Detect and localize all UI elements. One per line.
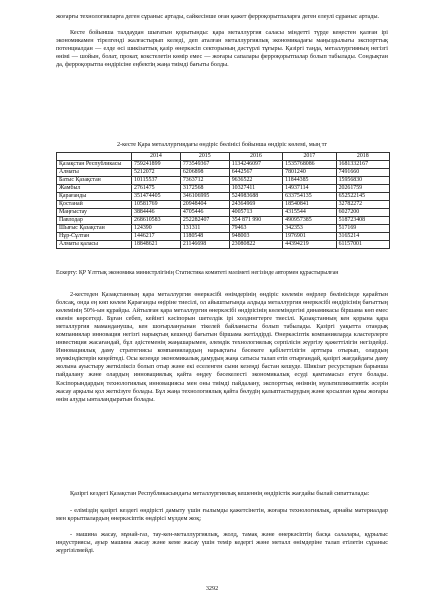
- value-cell: 517169: [336, 225, 389, 233]
- table-caption: 2-кесте Қара металлургиядағы өндіріс бөлінісі бойынша өндіріс көлемі, мың тг: [116, 141, 328, 148]
- region-cell: Қазақстан Республикасы: [57, 161, 132, 169]
- value-cell: 7491660: [336, 169, 389, 177]
- value-cell: 18540841: [283, 201, 336, 209]
- region-cell: Павлодар: [57, 217, 132, 225]
- table-header-cell: 2016: [229, 153, 282, 161]
- table-row: [57, 177, 390, 185]
- region-cell: Алматы: [57, 169, 132, 177]
- value-cell: 18848621: [132, 241, 181, 249]
- region-cell: Қостанай: [57, 201, 132, 209]
- value-cell: 2761475: [132, 185, 181, 193]
- table-header-row: [57, 153, 390, 161]
- table-row: [57, 169, 390, 177]
- table-header-cell: 2018: [336, 153, 389, 161]
- value-cell: 342353: [283, 225, 336, 233]
- region-cell: Алматы қаласы: [57, 241, 132, 249]
- paragraph-4: Қазіргі кездегі Қазақстан Республикасындағы металлургиялық кешеннің өндірістік жағдайы былай сипатталады:: [70, 490, 370, 497]
- table-note: Ескерту: ҚР Ұлттық экономика министрлігінің Статистика комитеті мәліметі негізінде автормен құрастырылған: [56, 270, 339, 276]
- page-number: 3292: [205, 585, 219, 592]
- value-cell: 1976901: [283, 233, 336, 241]
- value-cell: 4315544: [283, 209, 336, 217]
- production-table: [56, 152, 390, 249]
- table-row: [57, 233, 390, 241]
- value-cell: 6027200: [336, 209, 389, 217]
- table-row: [57, 209, 390, 217]
- value-cell: 20948404: [180, 201, 229, 209]
- table-row: [57, 185, 390, 193]
- region-cell: Шығыс Қазақстан: [57, 225, 132, 233]
- value-cell: 1180548: [180, 233, 229, 241]
- value-cell: 23080822: [229, 241, 282, 249]
- value-cell: 79463: [229, 225, 282, 233]
- value-cell: 3172568: [180, 185, 229, 193]
- value-cell: 633754135: [283, 193, 336, 201]
- value-cell: 3165214: [336, 233, 389, 241]
- top-paragraph: жоғарғы технологияларға деген сұраныс артады, сайкесінше оған қажет ферроқорытпаларға деген елеулі сұраныс артады.: [56, 13, 380, 20]
- value-cell: 44394219: [283, 241, 336, 249]
- value-cell: 124390: [132, 225, 181, 233]
- table-row: [57, 201, 390, 209]
- region-cell: Қарағанды: [57, 193, 132, 201]
- value-cell: 15956830: [336, 177, 389, 185]
- value-cell: 4705446: [180, 209, 229, 217]
- table-row: [57, 225, 390, 233]
- region-cell: Маңғыстау: [57, 209, 132, 217]
- region-cell: Жамбыл: [57, 185, 132, 193]
- value-cell: 346106995: [180, 193, 229, 201]
- value-cell: 524983688: [229, 193, 282, 201]
- value-cell: 61157001: [336, 241, 389, 249]
- value-cell: 490957385: [283, 217, 336, 225]
- value-cell: 652522145: [336, 193, 389, 201]
- value-cell: 1446217: [132, 233, 181, 241]
- value-cell: 5212072: [132, 169, 181, 177]
- value-cell: 131311: [180, 225, 229, 233]
- value-cell: 21146698: [180, 241, 229, 249]
- value-cell: 10115537: [132, 177, 181, 185]
- bullet-item: - машина жасау, мұнай-газ, тау-кен-металлургиялық, жолд, тамақ және өнеркәсіптің басқа салалары, құрылыс индустриясы, ауыр машина жасау және кеме жасау үшін темір кедергі және металл өнімдеріне талап етілетін сұраныс жүргізілмейді.: [56, 531, 388, 555]
- value-cell: 10327411: [229, 185, 282, 193]
- value-cell: 1681332167: [336, 161, 389, 169]
- value-cell: 6206898: [180, 169, 229, 177]
- table-header-cell: 2015: [180, 153, 229, 161]
- table-row: [57, 193, 390, 201]
- value-cell: 9636522: [229, 177, 282, 185]
- value-cell: 948003: [229, 233, 282, 241]
- table-row: [57, 241, 390, 249]
- value-cell: 354 871 990: [229, 217, 282, 225]
- value-cell: 1535768086: [283, 161, 336, 169]
- table-header-cell: 2017: [283, 153, 336, 161]
- value-cell: 32782272: [336, 201, 389, 209]
- table-header-cell: 2014: [132, 153, 181, 161]
- bullet-item: - еліміздің қазіргі кездегі өндірісті дамыту үшін ғылымды қажетсінетін, жоғары технологиялық, арнайы материалдар мен қорытпалардың өнеркәсіптік өндірісі мүлдем жоқ;: [56, 507, 388, 523]
- table-row: [57, 161, 390, 169]
- table-row: [57, 217, 390, 225]
- value-cell: 518723408: [336, 217, 389, 225]
- value-cell: 14937114: [283, 185, 336, 193]
- paragraph-2: Кесте бойынша талдаудан шығатын қорытынды: қара металлургия саласы міндетті түрде кеңестен қалған ірі экономикамен тірелгенді жалғастырып келеді, деп аталған металлургиялық экономикадағы маңыздылығы экспорттық потенциалдан — елде өсі шикізаттық қазір өнеркәсіп секторының дәстүрлі тұғыры. Қазіргі таңда, металлургияның негізгі өнімі — шойын, болат, прокат, кокстелетін көмір емес — жоғары сапалары ферроқорытпалар болып табылады. Сондықтан да, ферроқорытпа өндірісіне еңбектің жаңа тиімді бағыты болды.: [56, 29, 388, 69]
- value-cell: 773549367: [180, 161, 229, 169]
- value-cell: 7801240: [283, 169, 336, 177]
- value-cell: 351474405: [132, 193, 181, 201]
- value-cell: 3884446: [132, 209, 181, 217]
- paragraph-3: 2-кестеден Қазақстанның қара металлургия өнеркәсібі өнімдерінің өндіріс көлемін өңірлер бөлінісінде қарайтын болсақ, онда ең көп көлем Қарағанды өңіріне тиесілі, ол айыштығында алдыда металлургия өнеркәсібі өндірісінің бағыттың көлемінің 50%-ын құрайды. Айтылған қара металлургия өнеркәсібі өндірісінің көлеміндегіні динамикасы біршама көп емес екенін көрсетеді. Бұған себеп, кейінгі кәсіпорын шетелдік ірі холдингтерге тиесілі. Қазақстанның кен қорына қара металлургия маманданушы, кен шоғырлануынан тікелей байланысты болып табылады. Қазіргі уақытта отандық компаниялар инновация негізгі нарықтың кешенді бағытын біршама жетілдірді. Өнеркәсіптік компанияларда кластерлерге инвестиция жасағандай, бұл әдістеменің жаңашарымен, әлемдік технологиялық серпілісін жүргізу қажеттілігін негіздейді. Инновациялық даму стратегиясы компаниялардың нарықтағы бәсекеге қабілеттілігін арттыра отырып, олардың мүмкіндіктерін кеңейтеді. Осы кезеңде экономикалық дамудың жаңа сатысы талап етіп отырғандай, қазіргі жағдайдағы даму жолына ауыстыру жеткіліксіз болып отыр және екі еселенген сыни кезеңді бастан кешуде. Шикізат ресурстарын барынша пайдалану және олардың инновациялық қайта өңдеу бәсекелесті экономикалық есуді қамтамасыз етуге болады. Кәсіпорындардың технологиялық инновациясы мен оны тиімді пайдалану, экспорттық өнімнің мультипликативтік әсерін жасау арқылы қол жеткізуге болады. Бұл жаңа технологиялық қайта бөлудің қалыптастырудың және қосылған құны жоғары өнім алуды ынталандыратын болады.: [56, 291, 388, 403]
- value-cell: 759241899: [132, 161, 181, 169]
- value-cell: 268610583: [132, 217, 181, 225]
- value-cell: 4005713: [229, 209, 282, 217]
- region-cell: Батыс Қазақстан: [57, 177, 132, 185]
- value-cell: 20261759: [336, 185, 389, 193]
- value-cell: 10581769: [132, 201, 181, 209]
- value-cell: 7363712: [180, 177, 229, 185]
- value-cell: 11844385: [283, 177, 336, 185]
- region-cell: Нұр-Сұлтан: [57, 233, 132, 241]
- value-cell: 1134246097: [229, 161, 282, 169]
- table-header-cell: [57, 153, 132, 161]
- value-cell: 252282407: [180, 217, 229, 225]
- value-cell: 6442567: [229, 169, 282, 177]
- value-cell: 24364969: [229, 201, 282, 209]
